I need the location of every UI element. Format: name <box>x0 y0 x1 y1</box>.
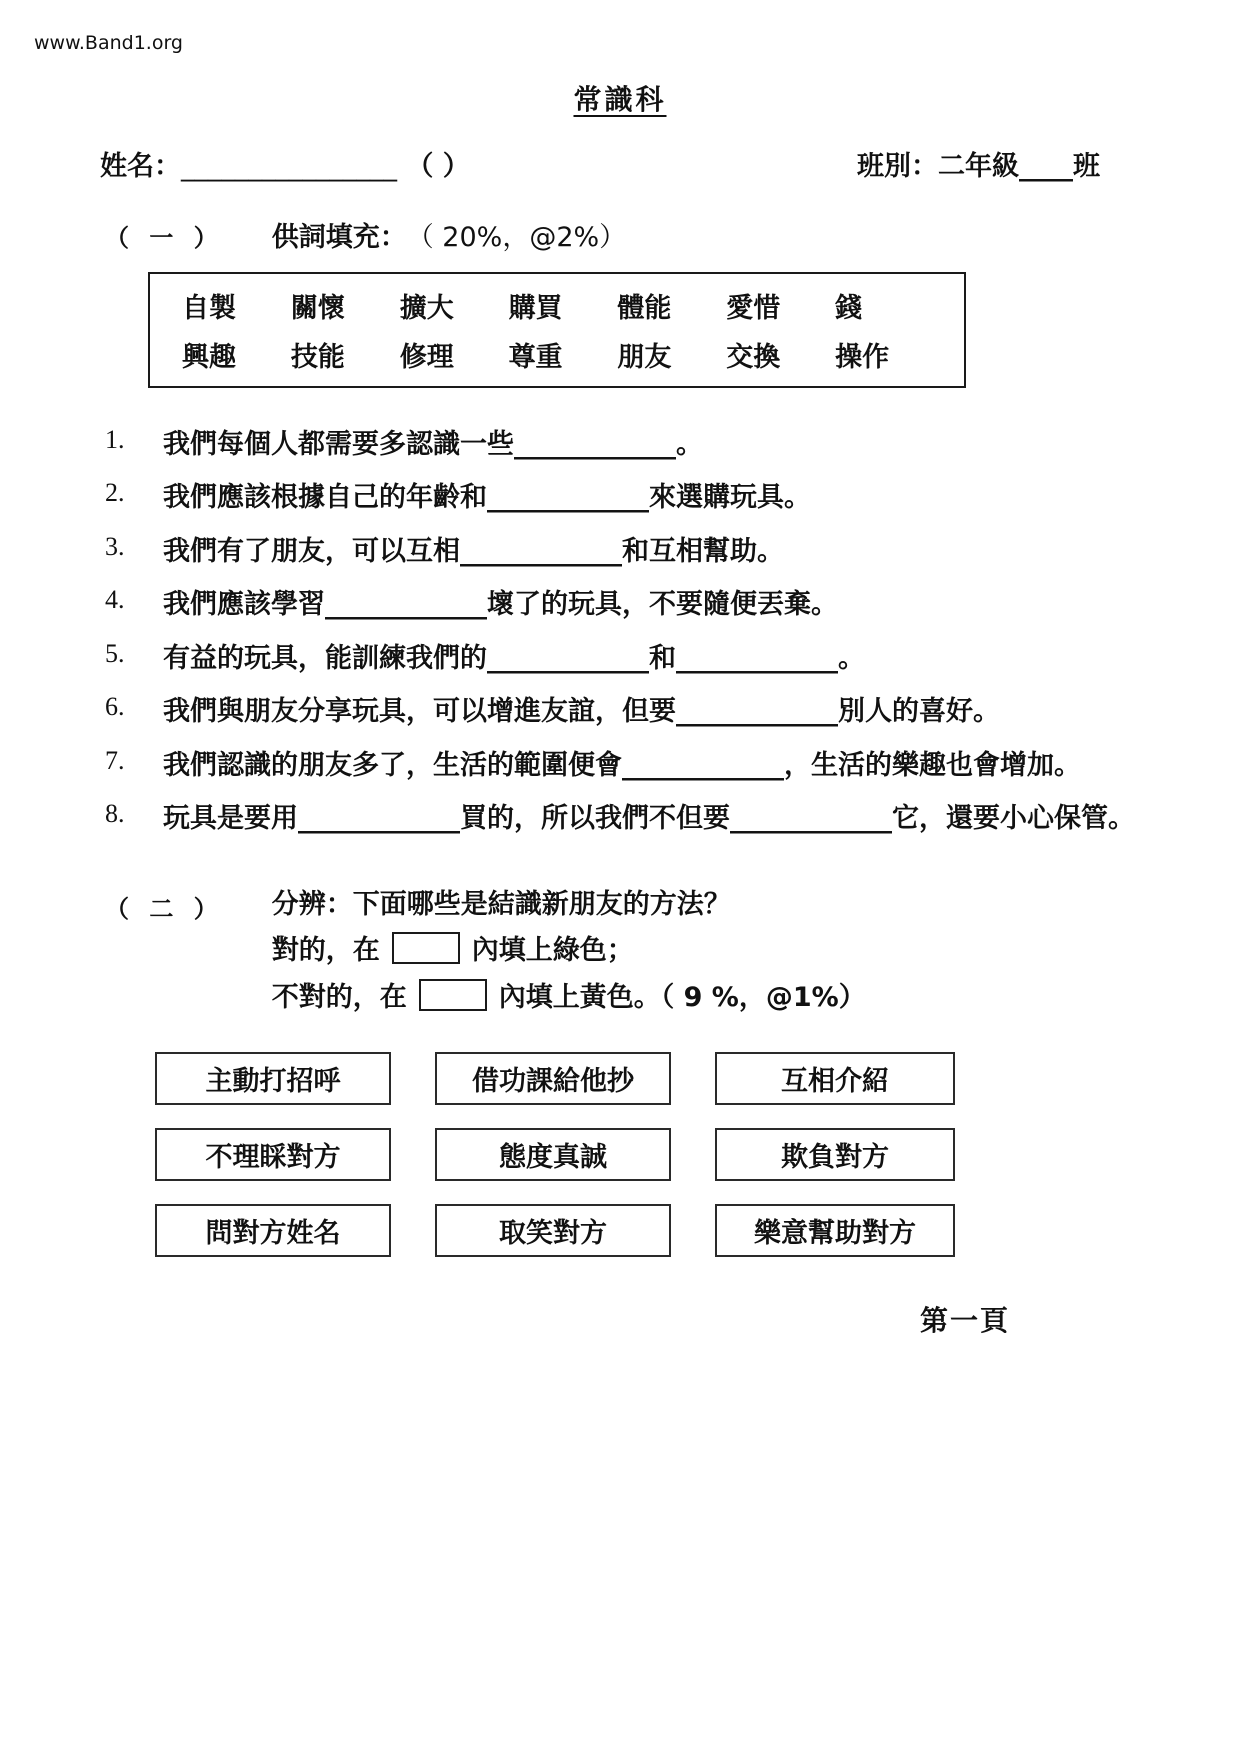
method-box: 問對方姓名 <box>155 1204 391 1257</box>
word-bank-word: 錢 <box>835 293 863 324</box>
method-grid <box>155 1052 1240 1257</box>
word-bank-word: 尊重 <box>508 342 563 373</box>
method-box: 借功課給他抄 <box>435 1052 671 1105</box>
question-number: 1. <box>105 425 125 454</box>
instruction-wrong-text: 不對的，在 <box>271 981 407 1013</box>
word-bank-word: 技能 <box>290 342 345 373</box>
question-number: 6. <box>105 692 125 722</box>
question-list <box>105 422 1145 843</box>
site-url: www.Band1.org <box>34 32 183 54</box>
method-box: 主動打招呼 <box>155 1052 391 1105</box>
section2 <box>105 885 1145 1025</box>
section1-number: （ 一 ） <box>105 224 224 252</box>
question-row <box>105 582 1145 628</box>
word-bank-word: 朋友 <box>617 342 672 373</box>
section2-score: （ 9 %，@1%） <box>660 981 866 1013</box>
word-bank-word: 修理 <box>399 342 454 373</box>
question-text: 我們與朋友分享玩具，可以增進友誼，但要____________別人的喜好。 <box>163 696 1000 728</box>
question-row <box>105 422 1145 468</box>
question-text: 我們認識的朋友多了，生活的範圍便會____________，生活的樂趣也會增加。 <box>163 749 1081 781</box>
question-text: 有益的玩具，能訓練我們的____________和____________。 <box>163 642 865 674</box>
question-number: 3. <box>105 531 125 561</box>
word-bank-word: 操作 <box>835 342 890 373</box>
section1-score: （ 20%，@2%） <box>406 222 627 253</box>
question-number: 7. <box>105 745 125 775</box>
question-number: 2. <box>105 478 125 508</box>
section2-number: （ 二 ） <box>105 894 224 923</box>
name-paren: （ ） <box>406 151 470 182</box>
word-bank-word: 交換 <box>726 342 781 373</box>
section1-title: 供詞填充： <box>271 222 407 253</box>
question-text: 我們有了朋友，可以互相____________和互相幫助。 <box>163 535 784 567</box>
page-title: 常識科 <box>573 83 667 116</box>
instruction-correct-tail: 內填上綠色； <box>471 935 634 966</box>
section2-instruction-wrong <box>272 978 1145 1019</box>
instruction-wrong-tail: 內填上黃色。 <box>498 981 661 1013</box>
word-bank-word: 關懷 <box>290 293 345 324</box>
question-number: 8. <box>105 799 125 829</box>
method-box: 欺負對方 <box>715 1128 955 1181</box>
question-row <box>105 475 1145 521</box>
word-bank-word: 興趣 <box>182 342 236 373</box>
question-number: 4. <box>105 585 125 615</box>
question-number: 5. <box>105 638 125 668</box>
answer-box-icon <box>419 979 487 1011</box>
class-field <box>857 144 1100 183</box>
question-row <box>105 743 1145 789</box>
method-box: 互相介紹 <box>715 1052 955 1105</box>
name-blank: ________________ <box>181 151 397 182</box>
question-text: 我們應該學習____________壞了的玩具，不要隨便丟棄。 <box>163 589 838 621</box>
section1-header <box>105 215 1140 254</box>
section2-instruction-correct <box>272 931 1145 972</box>
section2-body <box>272 885 1145 1025</box>
word-bank-word: 擴大 <box>399 293 454 324</box>
word-bank-word: 體能 <box>617 293 672 324</box>
question-row <box>105 529 1145 575</box>
question-text: 我們每個人都需要多認識一些____________。 <box>163 429 703 460</box>
question-row <box>105 689 1145 735</box>
section2-title: 分辨：下面哪些是結識新朋友的方法？ <box>271 888 731 920</box>
question-text: 玩具是要用____________買的，所以我們不但要____________它，還要小心保管。 <box>163 803 1135 835</box>
word-bank-word: 愛惜 <box>726 293 781 324</box>
answer-box-icon <box>392 932 460 964</box>
question-text: 我們應該根據自己的年齡和____________來選購玩具。 <box>163 482 811 514</box>
word-bank-word: 自製 <box>182 293 236 324</box>
header-row <box>100 144 1100 183</box>
question-row <box>105 796 1145 842</box>
word-bank-word: 購買 <box>508 293 563 324</box>
instruction-correct-text: 對的，在 <box>271 935 380 966</box>
method-box: 取笑對方 <box>435 1204 671 1257</box>
method-box: 不理睬對方 <box>155 1128 391 1181</box>
word-bank <box>148 272 966 388</box>
method-box: 態度真誠 <box>435 1128 671 1181</box>
name-label: 姓名： <box>100 151 181 182</box>
class-text: 班別：二年級____班 <box>857 151 1100 182</box>
name-field <box>100 144 470 183</box>
method-box: 樂意幫助對方 <box>715 1204 955 1257</box>
question-row <box>105 636 1145 682</box>
page-number: 第一頁 <box>919 1304 1010 1337</box>
